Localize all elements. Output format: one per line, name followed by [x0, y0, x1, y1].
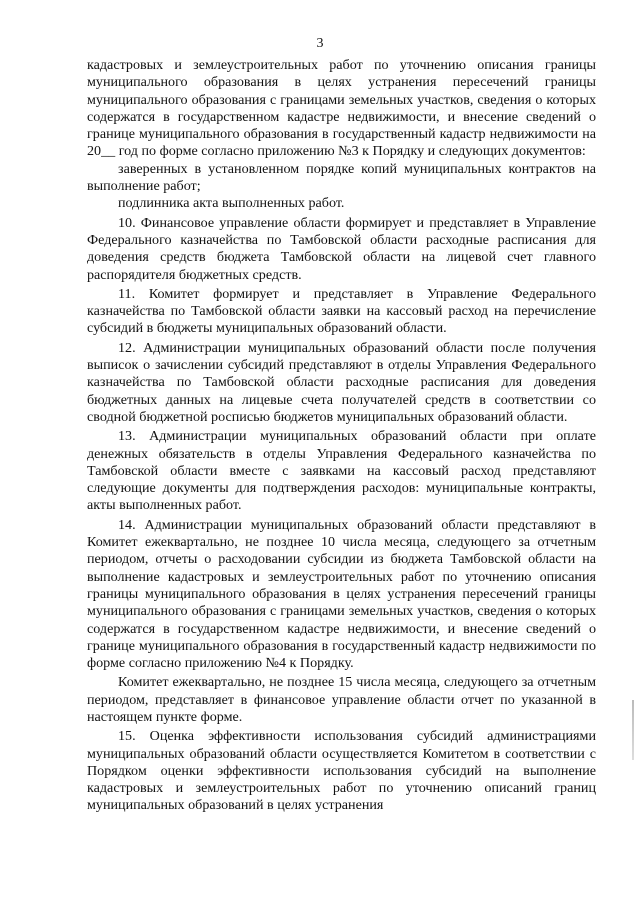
paragraph-15: 15. Оценка эффективности использования субсидий администрациями муниципальных образований области осуществляется Комитетом в соответствии с Порядком оценки эффективности использования субсидий на выполнение кадастровых и землеустроительных работ по уточнению описаний границ муниципальных образований в целях устранения — [87, 728, 596, 814]
paragraph-14-continued: Комитет ежеквартально, не позднее 15 числа месяца, следующего за отчетным периодом, представляет в финансовое управление области отчет по указанной в настоящем пункте форме. — [87, 674, 596, 725]
paragraph-11: 11. Комитет формирует и представляет в Управление Федерального казначейства по Тамбовской области заявки на кассовый расход на перечисление субсидий в бюджеты муниципальных образований области. — [87, 285, 596, 337]
paragraph-13: 13. Администрации муниципальных образований области при оплате денежных обязательств в отделы Управления Федерального казначейства по Тамбовской области вместе с заявками на кассовый расход представляют следующие документы для подтверждения расходов: муниципальные контракты, акты выполненных работ. — [87, 428, 596, 514]
paragraph-14: 14. Администрации муниципальных образований области представляют в Комитет ежеквартально, не позднее 10 числа месяца, следующего за отчетным периодом, отчеты о расходовании субсидии из бюджета Тамбовской области на выполнение кадастровых и землеустроительных работ по уточнению описания границы муниципального образования в целях устранения пересечений границы муниципального образования с границами земельных участков, сведения о которых содержатся в государственном кадастре недвижимости, и внесение сведений о границе муниципального образования в государственный кадастр недвижимости по форме согласно приложению №4 к Порядку. — [87, 516, 596, 672]
paragraph-original: подлинника акта выполненных работ. — [118, 195, 345, 212]
page-number: 3 — [316, 36, 324, 51]
paragraph-copies: заверенных в установленном порядке копий муниципальных контрактов на выполнение работ; — [87, 160, 596, 195]
document-body — [87, 57, 596, 815]
paragraph-10: 10. Финансовое управление области формирует и представляет в Управление Федерального казначейства по Тамбовской области расходные расписания для доведения средств бюджета Тамбовской области на лицевой счет главного распорядителя бюджетных средств. — [87, 214, 596, 283]
paragraph-continuation: кадастровых и землеустроительных работ по уточнению описания границы муниципального образования в целях устранения пересечений границы муниципального образования с границами земельных участков, сведения о которых содержатся в государственном кадастре недвижимости, и внесение сведений о границе муниципального образования в государственный кадастр недвижимости на 20__ год по форме согласно приложению №3 к Порядку и следующих документов: — [87, 57, 596, 160]
scan-artifact — [632, 700, 634, 760]
paragraph-12: 12. Администрации муниципальных образований области после получения выписок о зачислении субсидий представляют в отделы Управления Федерального казначейства по Тамбовской области расходные расписания для доведения бюджетных данных на лицевые счета получателей средств в соответствии со сводной бюджетной росписью бюджетов муниципальных образований области. — [87, 339, 596, 425]
